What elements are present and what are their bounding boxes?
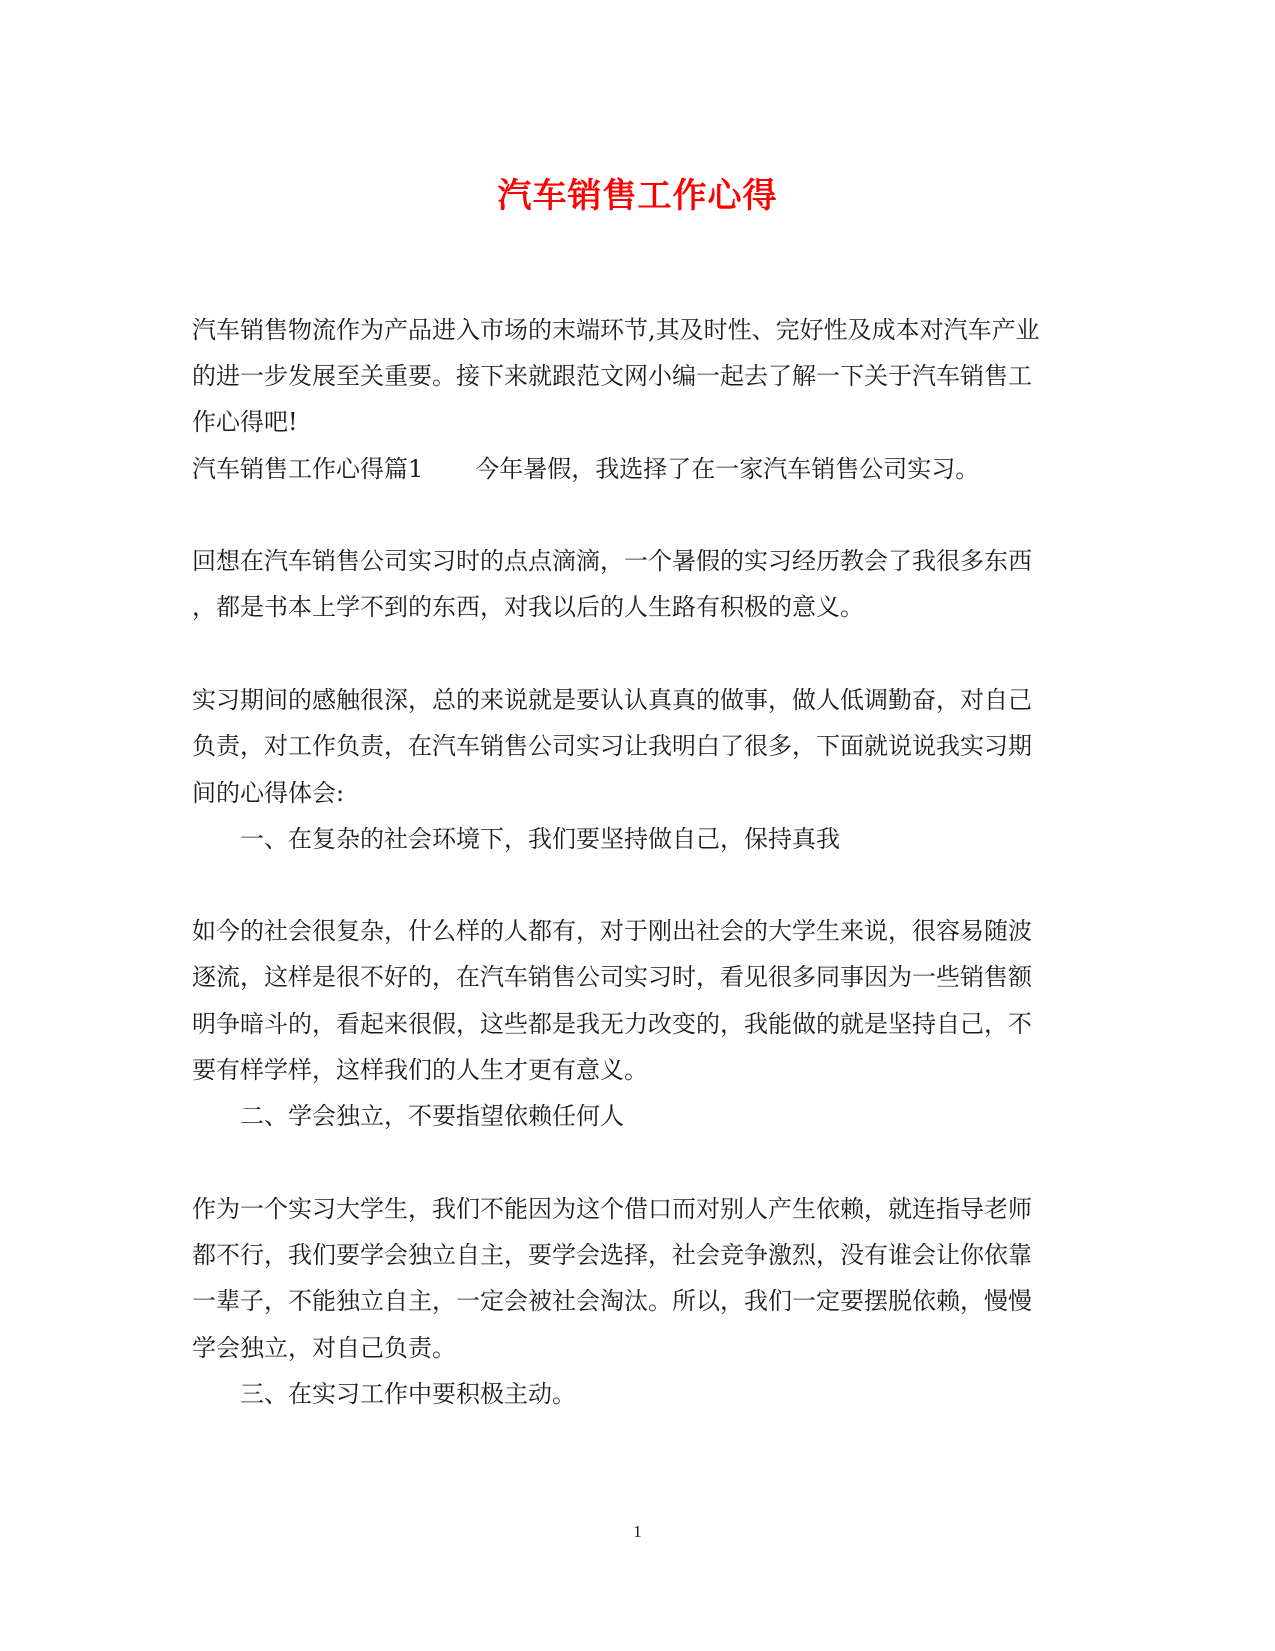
document-title: 汽车销售工作心得 [497,176,778,216]
section-heading: 汽车销售工作心得篇1 [192,455,424,483]
paragraph-line: 作为一个实习大学生，我们不能因为这个借口而对别人产生依赖，就连指导老师 [192,1195,1032,1223]
section-heading-line [192,454,979,484]
sub-heading: 二、学会独立，不要指望依赖任何人 [240,1102,624,1130]
paragraph-line: 逐流，这样是很不好的，在汽车销售公司实习时，看见很多同事因为一些销售额 [192,963,1032,991]
paragraph-line: 间的心得体会: [192,779,345,807]
sub-heading: 三、在实习工作中要积极主动。 [240,1380,576,1408]
paragraph-line: 负责，对工作负责，在汽车销售公司实习让我明白了很多，下面就说说我实习期 [192,732,1032,760]
paragraph-line: 如今的社会很复杂，什么样的人都有，对于刚出社会的大学生来说，很容易随波 [192,917,1032,945]
paragraph-line: 作心得吧! [192,408,298,436]
paragraph-line: ，都是书本上学不到的东西，对我以后的人生路有积极的意义。 [192,593,864,621]
paragraph-line: 回想在汽车销售公司实习时的点点滴滴，一个暑假的实习经历教会了我很多东西 [192,547,1032,575]
paragraph-line: 要有样学样，这样我们的人生才更有意义。 [192,1056,648,1084]
paragraph-line: 一辈子，不能独立自主，一定会被社会淘汰。所以，我们一定要摆脱依赖，慢慢 [192,1287,1032,1315]
paragraph-line: 明争暗斗的，看起来很假，这些都是我无力改变的，我能做的就是坚持自己，不 [192,1010,1032,1038]
paragraph-text: 今年暑假，我选择了在一家汽车销售公司实习。 [475,455,980,483]
paragraph-line: 都不行，我们要学会独立自主，要学会选择，社会竞争激烈，没有谁会让你依靠 [192,1241,1032,1269]
page-number: 1 [633,1522,642,1541]
sub-heading: 一、在复杂的社会环境下，我们要坚持做自己，保持真我 [240,825,840,853]
paragraph-line: 的进一步发展至关重要。接下来就跟范文网小编一起去了解一下关于汽车销售工 [192,362,1032,390]
paragraph-line: 实习期间的感触很深，总的来说就是要认认真真的做事，做人低调勤奋，对自己 [192,686,1032,714]
paragraph-line: 汽车销售物流作为产品进入市场的末端环节,其及时性、完好性及成本对汽车产业 [192,316,1040,344]
paragraph-line: 学会独立，对自己负责。 [192,1334,456,1362]
